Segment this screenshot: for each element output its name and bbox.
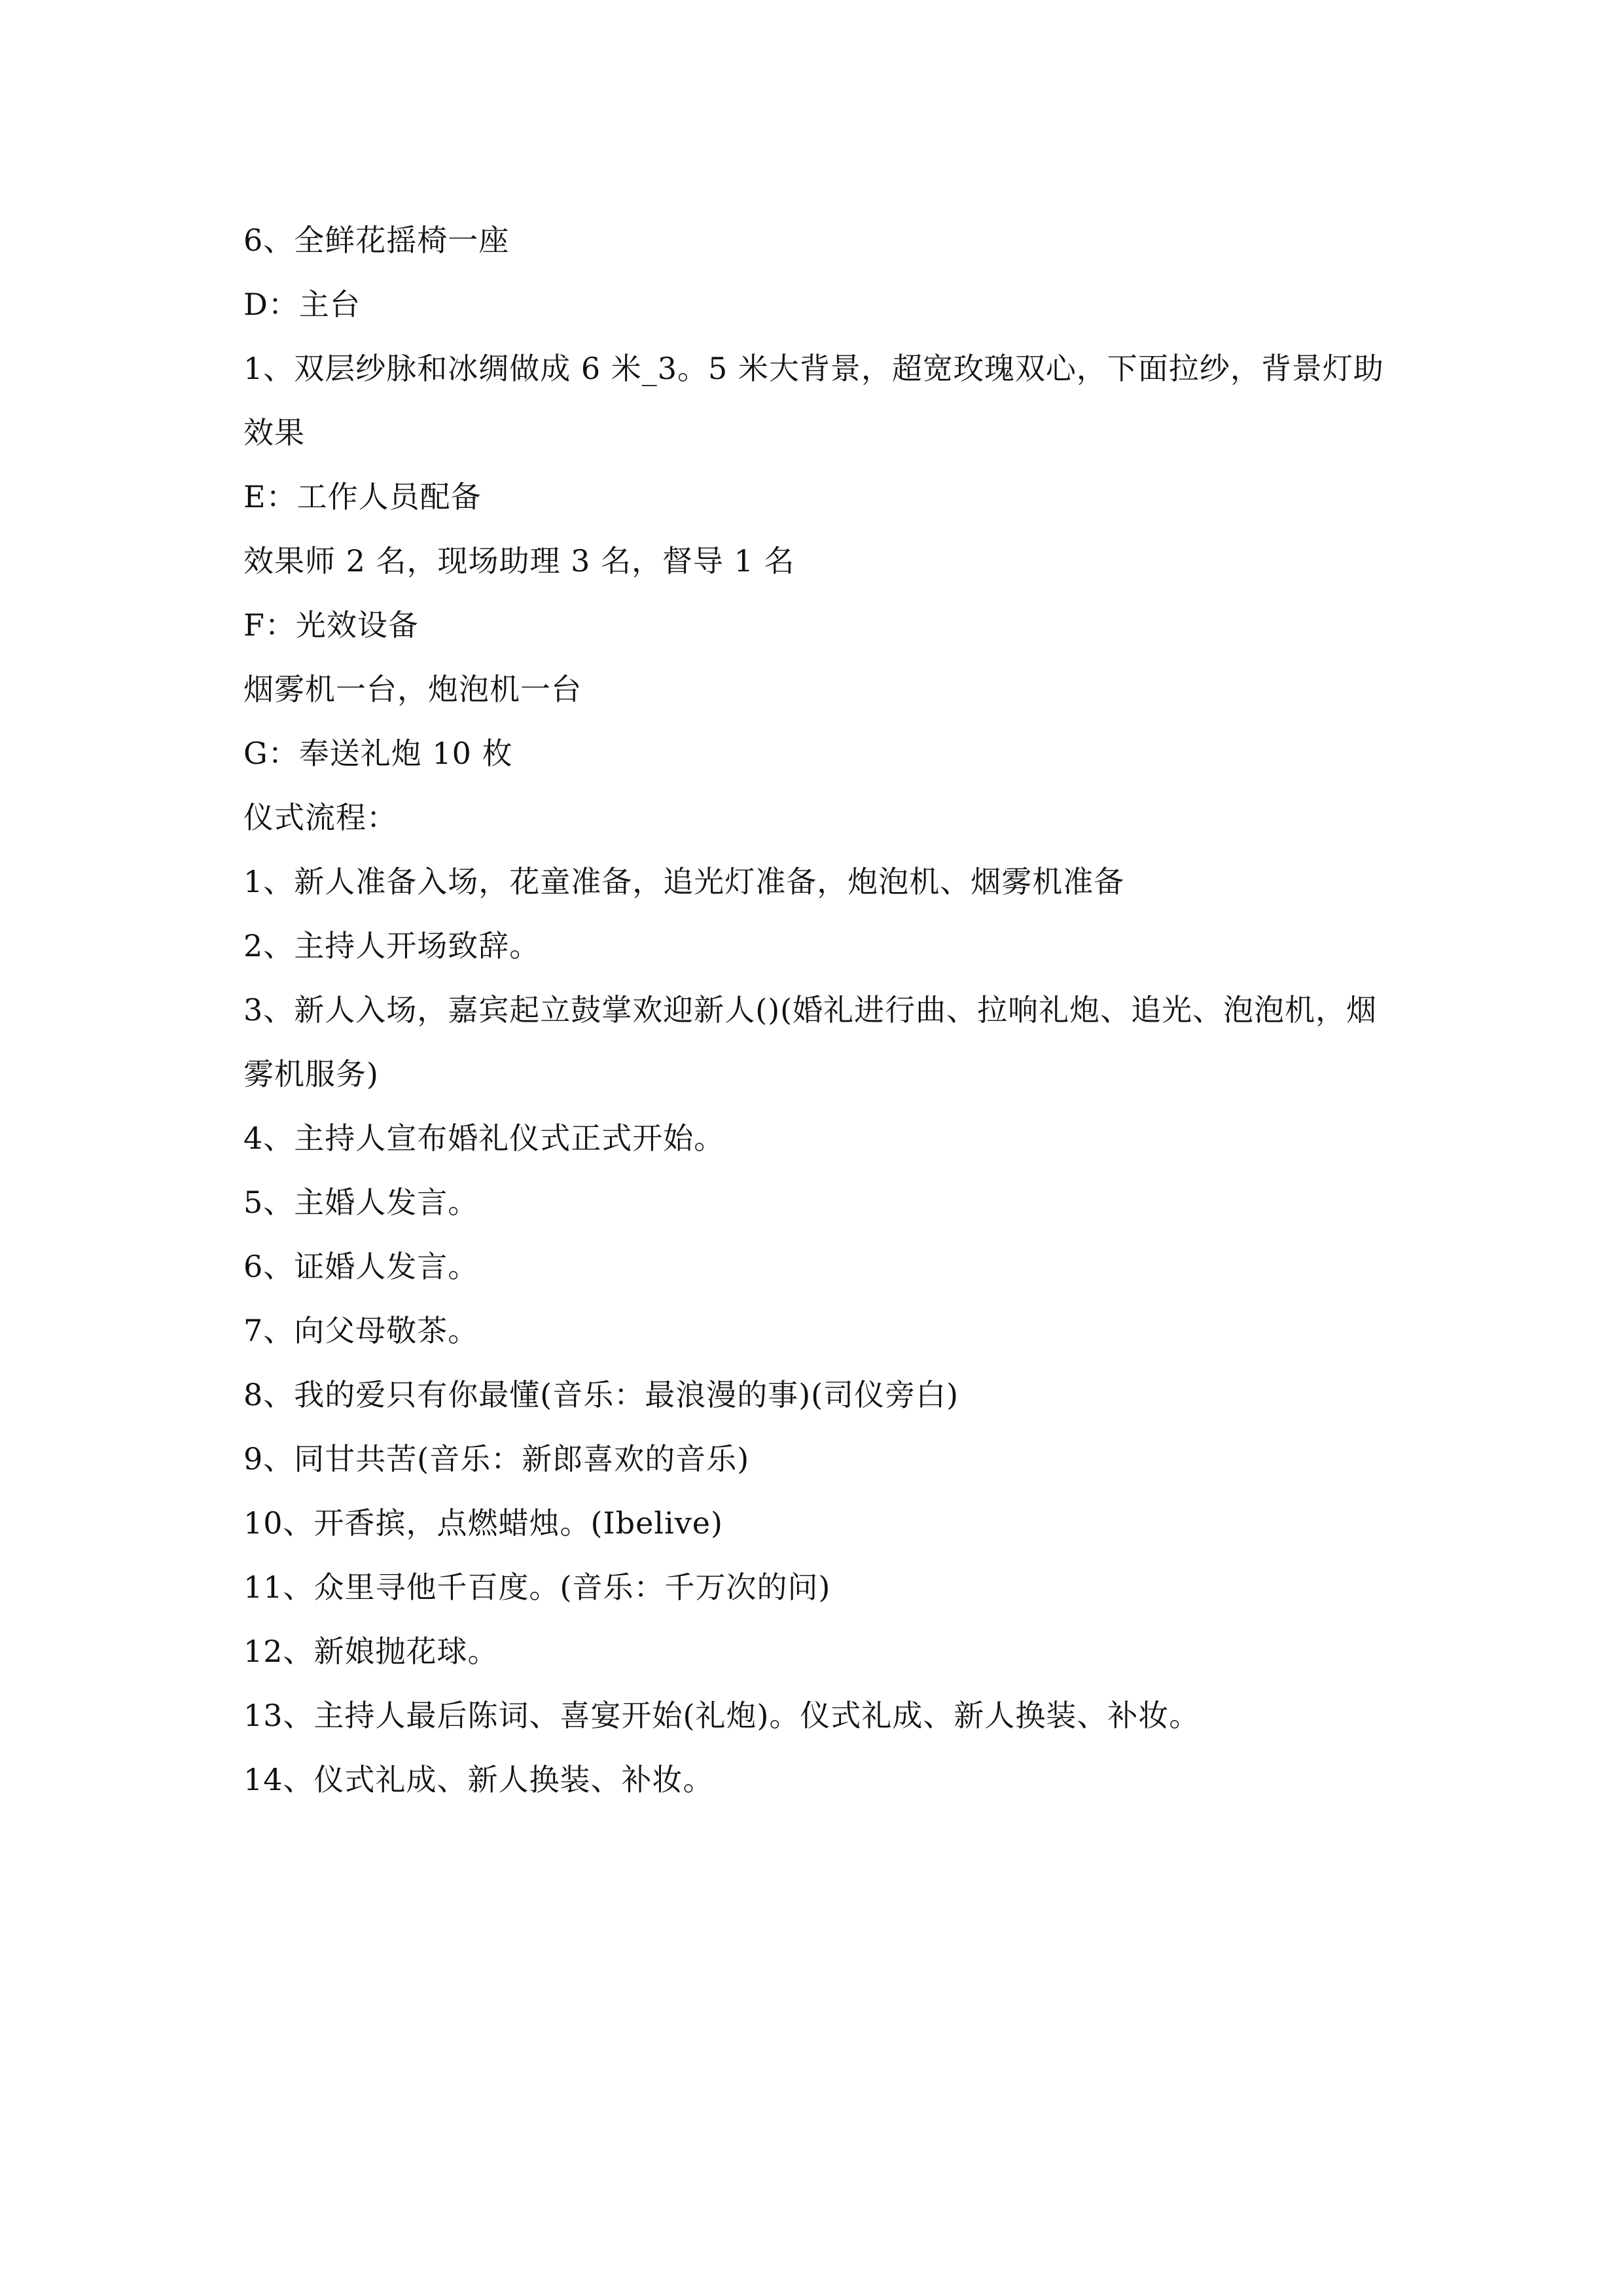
section-heading-lighting: F：光效设备 bbox=[243, 607, 419, 643]
flow-step-4: 4、主持人宣布婚礼仪式正式开始。 bbox=[243, 1121, 725, 1156]
flow-step-1: 1、新人准备入场，花童准备，追光灯准备，炮泡机、烟雾机准备 bbox=[243, 864, 1125, 899]
flow-step-2: 2、主持人开场致辞。 bbox=[243, 928, 541, 963]
list-item-rocking-chair: 6、全鲜花摇椅一座 bbox=[243, 223, 510, 258]
flow-step-12: 12、新娘抛花球。 bbox=[243, 1634, 499, 1669]
flow-step-7: 7、向父母敬茶。 bbox=[243, 1313, 479, 1348]
flow-step-5: 5、主婚人发言。 bbox=[243, 1185, 479, 1220]
list-item-backdrop: 1、双层纱脉和冰绸做成 6 米_3。5 米大背景，超宽玫瑰双心，下面拉纱，背景灯助效果 bbox=[243, 351, 1384, 450]
flow-step-3: 3、新人入场，嘉宾起立鼓掌欢迎新人()(婚礼进行曲、拉响礼炮、追光、泡泡机，烟雾机服务) bbox=[243, 992, 1378, 1092]
staff-details: 效果师 2 名，现场助理 3 名，督导 1 名 bbox=[243, 543, 795, 579]
flow-step-8: 8、我的爱只有你最懂(音乐：最浪漫的事)(司仪旁白) bbox=[243, 1377, 959, 1412]
section-heading-ceremony-flow: 仪式流程： bbox=[243, 800, 397, 835]
flow-step-6: 6、证婚人发言。 bbox=[243, 1249, 479, 1284]
section-heading-main-stage: D：主台 bbox=[243, 287, 361, 322]
flow-step-11: 11、众里寻他千百度。(音乐：千万次的问) bbox=[243, 1570, 831, 1605]
flow-step-9: 9、同甘共苦(音乐：新郎喜欢的音乐) bbox=[243, 1441, 750, 1477]
document-body bbox=[243, 208, 1389, 1812]
section-heading-salute: G：奉送礼炮 10 枚 bbox=[243, 736, 513, 771]
lighting-details: 烟雾机一台，炮泡机一台 bbox=[243, 672, 582, 707]
flow-step-14: 14、仪式礼成、新人换装、补妆。 bbox=[243, 1762, 714, 1797]
flow-step-13: 13、主持人最后陈词、喜宴开始(礼炮)。仪式礼成、新人换装、补妆。 bbox=[243, 1698, 1200, 1733]
section-heading-staff: E：工作人员配备 bbox=[243, 479, 482, 514]
flow-step-10: 10、开香摈，点燃蜡烛。(Ibelive) bbox=[243, 1505, 723, 1541]
